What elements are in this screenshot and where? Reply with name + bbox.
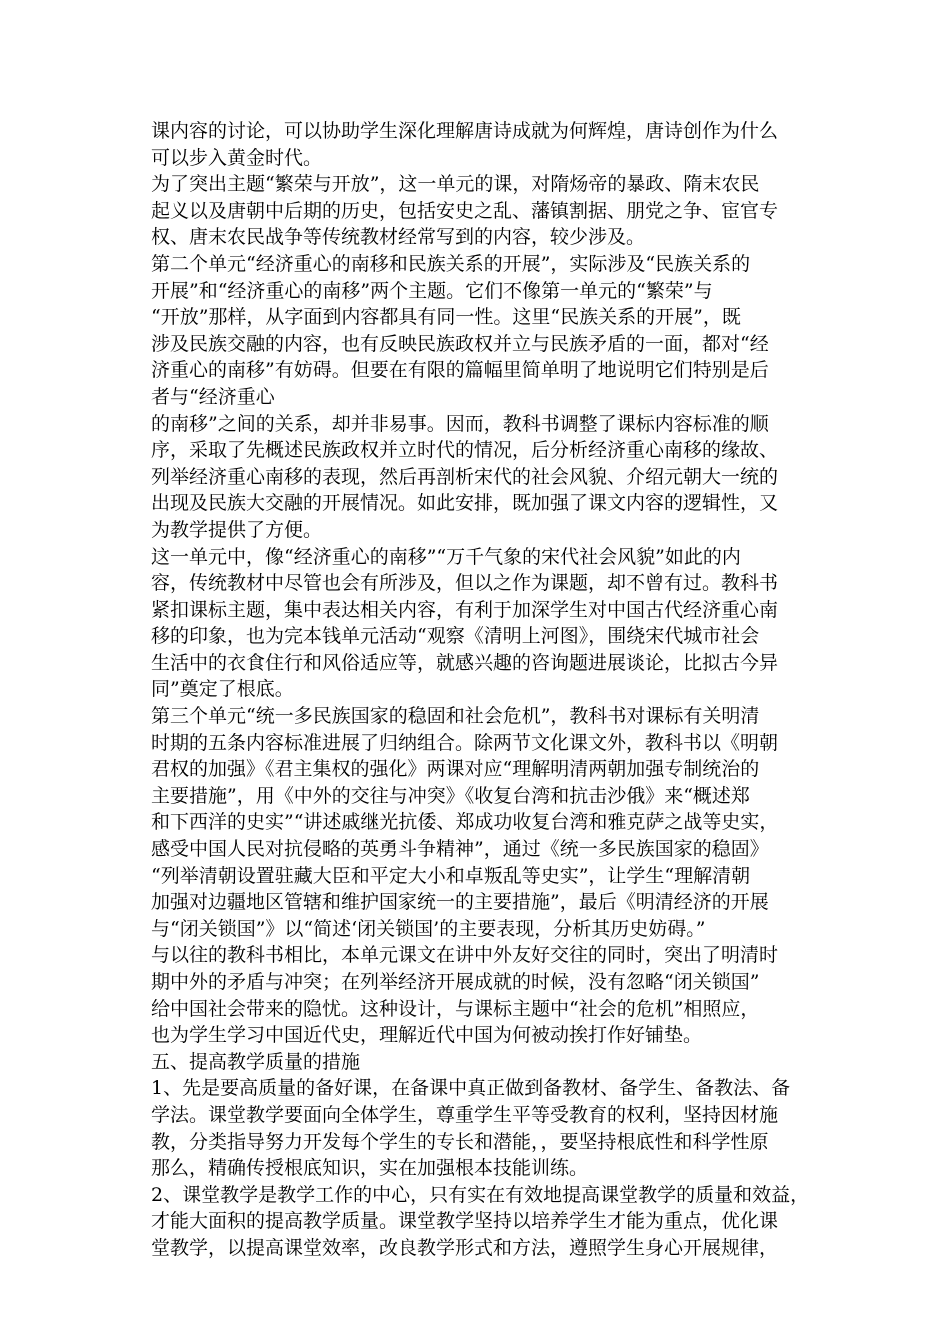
document-body	[151, 118, 811, 1262]
text-line: 也为学生学习中国近代史，理解近代中国为何被动挨打作好铺垫。	[151, 1024, 703, 1047]
text-line: 课内容的讨论，可以协助学生深化理解唐诗成就为何辉煌，唐诗创作为什么	[151, 120, 779, 142]
text-line: 时期的五条内容标准进展了归纳组合。除两节文化课文外，教科书以《明朝	[151, 731, 779, 754]
text-line: 给中国社会带来的隐忧。这种设计，与课标主题中“社会的危机”相照应，	[151, 997, 760, 1020]
text-line: 的南移”之间的关系，却并非易事。因而，教科书调整了课标内容标准的顺	[151, 412, 769, 435]
text-line: 开展”和“经济重心的南移”两个主题。它们不像第一单元的“繁荣”与	[151, 279, 713, 302]
text-line: 堂教学，以提高课堂效率，改良教学形式和方法，遵照学生身心开展规律，	[151, 1236, 779, 1259]
text-line: 期中外的矛盾与冲突；在列举经济开展成就的时候，没有忽略“闭关锁国”	[151, 971, 760, 993]
text-line: 那么，精确传授根底知识，实在加强根本技能训练。	[151, 1157, 589, 1180]
text-line: 这一单元中，像“经济重心的南移”“万千气象的宋代社会风貌”如此的内	[151, 545, 741, 568]
text-line: 2、课堂教学是教学工作的中心，只有实在有效地提高课堂教学的质量和效益，	[151, 1183, 810, 1206]
text-line: 容，传统教材中尽管也会有所涉及，但以之作为课题，却不曾有过。教科书	[151, 572, 779, 595]
text-line: “开放”那样，从字面到内容都具有同一性。这里“民族关系的开展”，既	[151, 306, 741, 329]
text-line: 和下西洋的史实”“讲述戚继光抗倭、郑成功收复台湾和雅克萨之战等史实，	[151, 811, 779, 834]
text-line: 才能大面积的提高教学质量。课堂教学坚持以培养学生才能为重点，优化课	[151, 1210, 779, 1233]
text-line: 与“闭关锁国”》以“简述‘闭关锁国’的主要表现，分析其历史妨碍。”	[151, 917, 706, 940]
text-line: 紧扣课标主题，集中表达相关内容，有利于加深学生对中国古代经济重心南	[151, 598, 779, 621]
text-line: 起义以及唐朝中后期的历史，包括安史之乱、藩镇割据、朋党之争、宦官专	[151, 199, 779, 222]
text-line: 与以往的教科书相比，本单元课文在讲中外友好交往的同时，突出了明清时	[151, 944, 779, 967]
text-line: 可以步入黄金时代。	[151, 146, 323, 169]
text-line: 为教学提供了方便。	[151, 518, 323, 541]
section-heading: 五、提高教学质量的措施	[151, 1050, 361, 1073]
text-line: 列举经济重心南移的表现，然后再剖析宋代的社会风貌、介绍元朝大一统的	[151, 465, 779, 488]
text-line: 者与“经济重心	[151, 385, 275, 408]
text-line: 1、先是要高质量的备好课，在备课中真正做到备教材、备学生、备教法、备	[151, 1077, 791, 1100]
text-line: 第二个单元“经济重心的南移和民族关系的开展”，实际涉及“民族关系的	[151, 252, 751, 275]
text-line: 同”奠定了根底。	[151, 678, 294, 701]
text-line: 移的印象，也为完本钱单元活动“观察《清明上河图》，围绕宋代城市社会	[151, 625, 760, 648]
text-line: 生活中的衣食住行和风俗适应等，就感兴趣的咨询题进展谈论，比拟古今异	[151, 651, 779, 674]
text-line: “列举清朝设置驻藏大臣和平定大小和卓叛乱等史实”，让学生“理解清朝	[151, 864, 751, 887]
text-line: 感受中国人民对抗侵略的英勇斗争精神”，通过《统一多民族国家的稳固》	[151, 838, 769, 861]
text-line: 出现及民族大交融的开展情况。如此安排，既加强了课文内容的逻辑性，又	[151, 492, 779, 515]
text-line: 教，分类指导努力开发每个学生的专长和潜能，，要坚持根底性和科学性原	[151, 1130, 769, 1153]
text-line: 涉及民族交融的内容，也有反映民族政权并立与民族矛盾的一面，都对“经	[151, 332, 769, 355]
text-line: 主要措施”，用《中外的交往与冲突》《收复台湾和抗击沙俄》来“概述郑	[151, 784, 750, 807]
text-line: 序，采取了先概述民族政权并立时代的情况，后分析经济重心南移的缘故、	[151, 439, 779, 462]
text-line: 第三个单元“统一多民族国家的稳固和社会危机”，教科书对课标有关明清	[151, 705, 760, 728]
text-line: 权、唐末农民战争等传统教材经常写到的内容，较少涉及。	[151, 226, 646, 249]
text-line: 加强对边疆地区管辖和维护国家统一的主要措施”，最后《明清经济的开展	[151, 891, 769, 914]
text-line: 为了突出主题“繁荣与开放”，这一单元的课，对隋炀帝的暴政、隋末农民	[151, 173, 760, 196]
text-line: 济重心的南移”有妨碍。但要在有限的篇幅里简单明了地说明它们特别是后	[151, 359, 769, 382]
text-line: 君权的加强》《君主集权的强化》两课对应“理解明清两朝加强专制统治的	[151, 758, 760, 781]
text-line: 学法。课堂教学要面向全体学生，尊重学生平等受教育的权利，坚持因材施	[151, 1103, 779, 1126]
